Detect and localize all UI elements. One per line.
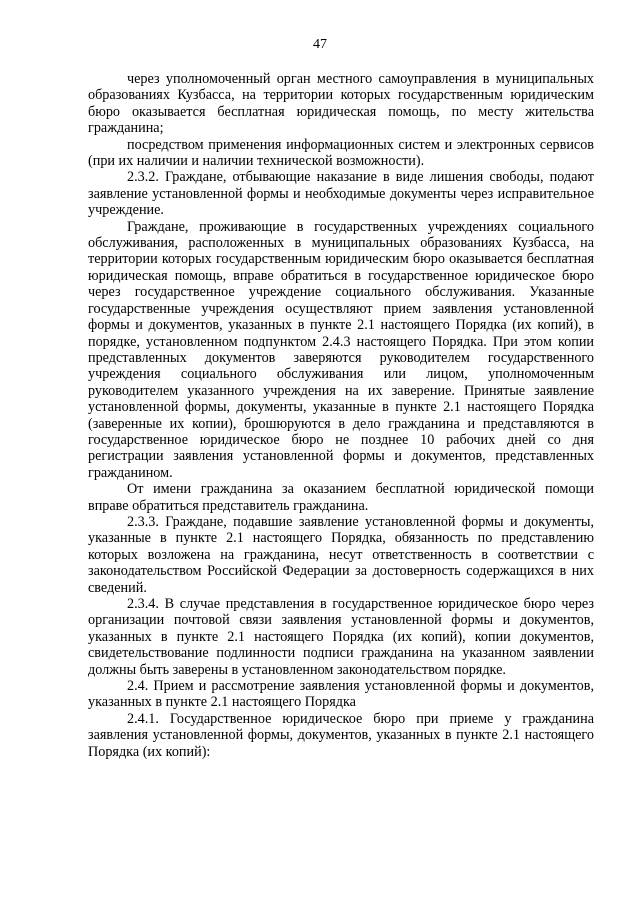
paragraph-5: От имени гражданина за оказанием бесплатной юридической помощи вправе обратиться представитель гражданина. [88,481,594,514]
paragraph-7: 2.3.4. В случае представления в государственное юридическое бюро через организации почтовой связи заявления установленной формы и документов, указанных в пункте 2.1 настоящего Порядка (их копий), копии документов, свидетельствование подлинности подписи гражданина на указанном заявлении должны быть заверены в установленном законодательством порядке. [88,596,594,678]
paragraph-4: Граждане, проживающие в государственных учреждениях социального обслуживания, расположенных в муниципальных образованиях Кузбасса, на территории которых государственным юридическим бюро оказывается бесплатная юридическая помощь, вправе обратиться в государственное юридическое бюро через государственное учреждение социального обслуживания. Указанные государственные учреждения осуществляют прием заявления установленной формы и документов, указанных в пункте 2.1 настоящего Порядка (их копий), в порядке, установленном подпунктом 2.4.3 настоящего Порядка. При этом копии представленных документов заверяются руководителем государственного учреждения социального обслуживания или лицом, уполномоченным руководителем указанного учреждения на их заверение. Принятые заявление установленной формы, документы, указанные в пункте 2.1 настоящего Порядка (заверенные их копии), брошюруются в дело гражданина и представляются в государственное юридическое бюро не позднее 10 рабочих дней со дня регистрации заявления установленной формы и документов, представленных гражданином. [88,218,594,481]
paragraph-8: 2.4. Прием и рассмотрение заявления установленной формы и документов, указанных в пункте 2.1 настоящего Порядка [88,678,594,711]
paragraph-9: 2.4.1. Государственное юридическое бюро при приеме у гражданина заявления установленной формы, документов, указанных в пункте 2.1 настоящего Порядка (их копий): [88,710,594,760]
paragraph-6: 2.3.3. Граждане, подавшие заявление установленной формы и документы, указанные в пункте 2.1 настоящего Порядка, обязанность по представлению которых возложена на гражданина, несут ответственность в соответствии с законодательством Российской Федерации за достоверность содержащихся в них сведений. [88,513,594,596]
paragraph-1: через уполномоченный орган местного самоуправления в муниципальных образованиях Кузбасса, на территории которых государственным юридическим бюро оказывается бесплатная юридическая помощь, по месту жительства гражданина; [88,71,594,137]
paragraph-2: посредством применения информационных систем и электронных сервисов (при их наличии и наличии технической возможности). [88,136,594,170]
page-number: 47 [313,37,327,52]
paragraph-3: 2.3.2. Граждане, отбывающие наказание в виде лишения свободы, подают заявление установленной формы и необходимые документы через исправительное учреждение. [88,169,594,219]
document-body [88,71,594,760]
